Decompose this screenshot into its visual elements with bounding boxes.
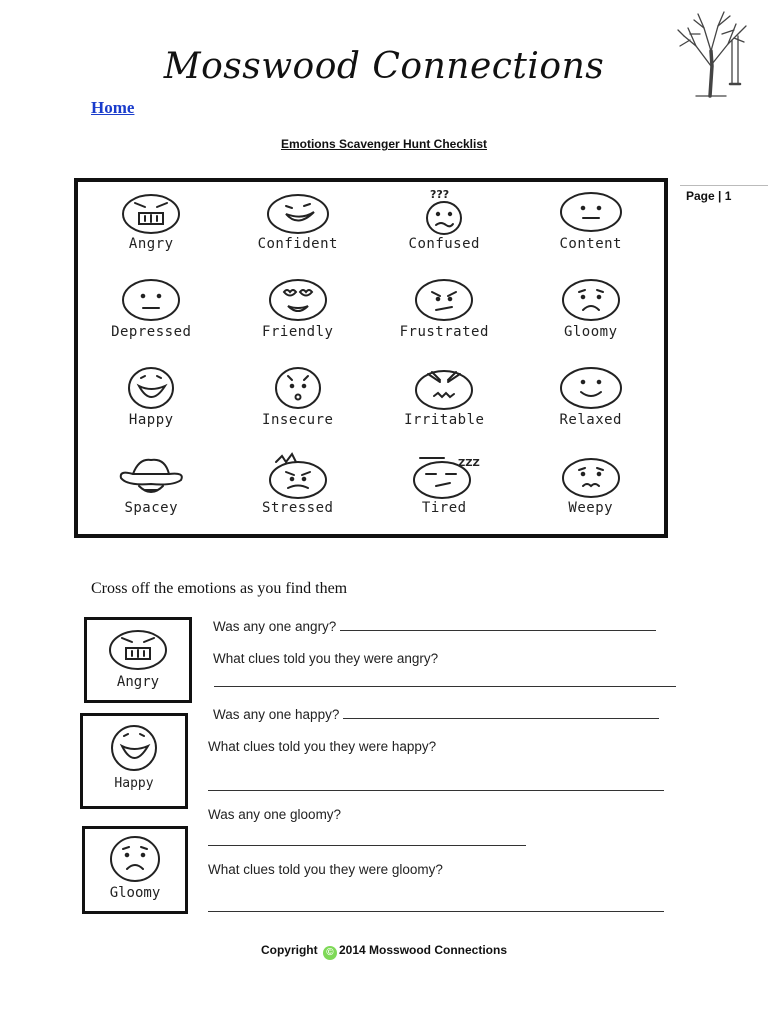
tired-face-icon [408,452,480,500]
emotion-label: Irritable [404,412,485,428]
emotion-cell-frustrated [371,270,518,358]
friendly-face-icon [262,276,334,324]
question-happy-row [213,706,659,722]
weepy-face-icon [555,452,627,500]
question-happy: Was any one happy? [213,707,340,722]
copyright-text: 2014 Mosswood Connections [338,943,508,957]
emotion-cell-stressed [225,446,372,534]
happy-face-icon [98,716,170,776]
emotions-chart [74,178,668,538]
insecure-face-icon [262,364,334,412]
depressed-face-icon [115,276,187,324]
emotion-cell-happy [78,358,225,446]
copyright-label: Copyright [260,943,318,957]
home-link[interactable]: Home [91,98,135,117]
emotion-cell-spacey [78,446,225,534]
worksheet-instruction: Cross off the emotions as you find them [91,580,348,597]
answer-line-happy[interactable] [343,706,659,719]
emotion-cell-irritable [371,358,518,446]
emotion-cell-content [518,182,665,270]
emotion-label: Relaxed [559,412,622,428]
question-gloomy-clues: What clues told you they were gloomy? [208,862,443,877]
emotion-cell-confident [225,182,372,270]
answer-line-gloomy[interactable] [208,833,526,846]
emotion-label: Insecure [262,412,334,428]
emotion-label: Tired [421,500,467,516]
copyright-icon: © [323,946,337,960]
emotion-label: Angry [128,236,174,252]
content-face-icon [555,188,627,236]
angry-face-icon [102,620,174,674]
checklist-subtitle: Emotions Scavenger Hunt Checklist [280,137,488,151]
document-title: Mosswood Connections [163,46,605,87]
reference-label: Happy [114,776,154,791]
frustrated-face-icon [408,276,480,324]
emotion-cell-weepy [518,446,665,534]
answer-line-happy-clues[interactable] [208,778,664,791]
emotion-label: Confused [408,236,480,252]
confused-face-icon [408,188,480,236]
emotion-label: Content [559,236,622,252]
emotion-label: Stressed [262,500,334,516]
emotion-label: Friendly [262,324,334,340]
irritable-face-icon [408,364,480,412]
emotion-label: Happy [128,412,174,428]
angry-reference-box [84,617,192,703]
question-angry: Was any one angry? [213,619,337,634]
page-divider [680,185,768,186]
answer-line-angry[interactable] [340,618,656,631]
tree-swing-logo-icon [676,6,748,98]
emotion-cell-gloomy [518,270,665,358]
emotion-label: Frustrated [399,324,489,340]
emotion-cell-friendly [225,270,372,358]
reference-label: Angry [116,674,160,690]
question-angry-row [213,618,656,634]
happy-reference-box [80,713,188,809]
question-angry-clues: What clues told you they were angry? [213,651,439,666]
emotion-cell-depressed [78,270,225,358]
gloomy-face-icon [555,276,627,324]
stressed-face-icon [262,452,334,500]
angry-face-icon [115,188,187,236]
reference-label: Gloomy [109,885,161,901]
relaxed-face-icon [555,364,627,412]
emotion-cell-tired [371,446,518,534]
emotion-cell-relaxed [518,358,665,446]
emotion-cell-confused [371,182,518,270]
copyright-notice [0,943,768,960]
gloomy-reference-box [82,826,188,914]
emotion-label: Gloomy [563,324,618,340]
emotion-label: Weepy [568,500,614,516]
confident-face-icon [262,188,334,236]
page-number: Page | 1 [686,189,732,203]
svg-text:???: ??? [430,188,450,201]
question-gloomy: Was any one gloomy? [208,807,342,822]
gloomy-face-icon [99,829,171,885]
emotion-label: Confident [257,236,338,252]
question-happy-clues: What clues told you they were happy? [208,739,437,754]
spacey-face-icon [115,452,187,500]
happy-face-icon [115,364,187,412]
emotion-cell-insecure [225,358,372,446]
answer-line-gloomy-clues[interactable] [208,899,664,912]
svg-text:ZZZ: ZZZ [458,458,481,469]
emotion-label: Spacey [124,500,179,516]
emotion-cell-angry [78,182,225,270]
answer-line-angry-clues[interactable] [214,674,676,687]
emotions-grid [78,182,664,534]
emotion-label: Depressed [111,324,192,340]
